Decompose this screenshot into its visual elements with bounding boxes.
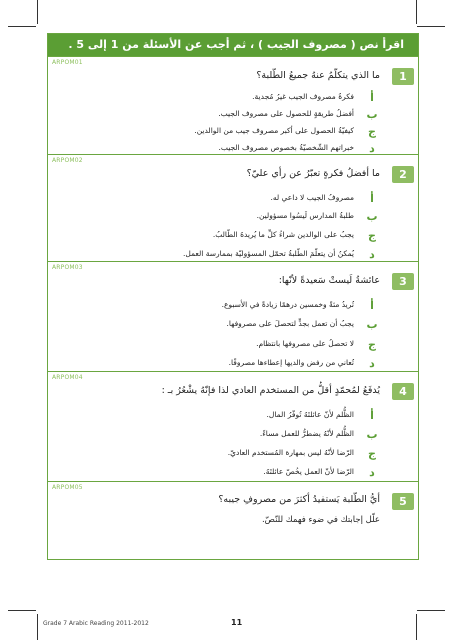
option-letter: د <box>369 357 375 370</box>
question-code: ARPOM05 <box>52 484 83 491</box>
option-letter: ج <box>368 447 376 460</box>
option-a[interactable] <box>252 86 380 104</box>
question-number: 1 <box>392 68 414 85</box>
option-letter: ب <box>366 108 378 121</box>
option-text: مصروفُ الجيب لا داعي له. <box>270 193 354 202</box>
instruction-banner <box>48 34 418 57</box>
option-text: تُريدُ مئةً وخمسين درهمًا زيادةً في الأسبوع. <box>221 300 354 309</box>
page-number: 11 <box>231 618 243 627</box>
question-number: 3 <box>392 273 414 290</box>
crop-mark-bottom-right-v <box>416 614 417 640</box>
course-label: Grade 7 Arabic Reading 2011-2012 <box>43 620 149 627</box>
option-a[interactable] <box>221 294 380 312</box>
question-subtext: علّل إجابتك في ضوء فهمك للنّصّ. <box>261 515 380 525</box>
question-number: 4 <box>392 383 414 400</box>
question-text: ما أفضلُ فكرةٍ تعبّرُ عن رأي عليّ؟ <box>246 168 380 179</box>
question-sheet <box>47 33 419 560</box>
option-text: يُمكنُ أن يتعلّمَ الطّلبةُ تحمّل المسؤوليّة بممارسة العمل. <box>182 249 354 258</box>
option-b[interactable] <box>259 423 380 441</box>
option-letter: د <box>369 142 375 155</box>
crop-mark-bottom-right-h <box>417 610 445 611</box>
option-letter: أ <box>370 299 374 312</box>
question-number: 5 <box>392 493 414 510</box>
option-b[interactable] <box>256 205 380 223</box>
question-block-4 <box>48 372 418 482</box>
option-text: فكرةُ مصروف الجيب غيرُ مُجدية. <box>252 92 354 101</box>
question-text: ما الذي يتكلّمُ عنهُ جميعُ الطّلبة؟ <box>256 70 380 81</box>
question-text: يُدفَعُ لمُحمّدٍ أقلُّ من المستخدم العادي لذا فإنّهُ يشْعُرُ بـ : <box>161 385 380 396</box>
crop-mark-bottom-left-h <box>8 610 36 611</box>
crop-mark-top-right-v <box>416 0 417 24</box>
option-c[interactable] <box>212 224 380 242</box>
question-code: ARPOM04 <box>52 374 83 381</box>
option-letter: أ <box>370 409 374 422</box>
option-letter: ج <box>368 338 376 351</box>
option-text: خبراتهم الشّخصيّةُ بخصوص مصروف الجيب. <box>218 143 354 152</box>
option-letter: ج <box>368 229 376 242</box>
crop-mark-bottom-left-v <box>37 614 38 640</box>
question-code: ARPOM02 <box>52 157 83 164</box>
option-letter: ب <box>366 210 378 223</box>
option-d[interactable] <box>218 137 380 155</box>
option-text: طلبةُ المدارس لَيسُوا مسؤولين. <box>256 211 354 220</box>
option-text: يجبُ على الوالدين شراءُ كلِّ ما يُريدهُ الطّالبُ. <box>212 230 354 239</box>
question-text: عائشةُ لَيستْ سَعيدةً لأنّها: <box>278 275 380 286</box>
option-d[interactable] <box>263 461 380 479</box>
option-letter: د <box>369 248 375 261</box>
option-letter: ج <box>368 125 376 138</box>
option-letter: ب <box>366 318 378 331</box>
question-text: أيُّ الطّلبة يَستفيدُ أكثرَ من مصروفِ جيبه؟ <box>218 494 380 505</box>
option-text: الرّضا لأنّهُ ليس بمهارة المُستخدم العاديّ. <box>227 448 354 457</box>
option-letter: أ <box>370 91 374 104</box>
instruction-text: اقرأ نص ( مصروف الجيب ) ، ثم أجب عن الأسئلة من 1 إلى 5 . <box>68 38 404 51</box>
option-a[interactable] <box>266 404 380 422</box>
crop-mark-top-left-h <box>8 26 36 27</box>
option-text: تُعاني من رفض والديها إعطاءها مصروفًا. <box>228 358 354 367</box>
crop-mark-top-left-v <box>37 0 38 24</box>
option-c[interactable] <box>194 120 380 138</box>
option-text: أفضلُ طريقةٍ للحصول على مصروف الجيب. <box>218 109 354 118</box>
option-d[interactable] <box>182 243 380 261</box>
option-letter: أ <box>370 192 374 205</box>
option-c[interactable] <box>256 333 380 351</box>
option-text: الظُّلم لأنّهُ يضطرُّ للعمل مساءً. <box>259 429 354 438</box>
option-letter: د <box>369 466 375 479</box>
option-text: يجبُ أن تعمل بجدٍّ لتحصلَ على مصروفها. <box>226 319 354 328</box>
option-b[interactable] <box>226 313 380 331</box>
question-block-2 <box>48 155 418 262</box>
option-text: الظُّلم لأنّ عائلتَهُ تُوفّرُ المال. <box>266 410 354 419</box>
question-block-3 <box>48 262 418 372</box>
question-code: ARPOM03 <box>52 264 83 271</box>
option-d[interactable] <box>228 352 380 370</box>
question-code: ARPOM01 <box>52 59 83 66</box>
question-block-1 <box>48 57 418 155</box>
option-text: كيفيّةُ الحصول على أكبر مصروف جيب من الوالدين. <box>194 126 354 135</box>
option-b[interactable] <box>218 103 380 121</box>
option-c[interactable] <box>227 442 380 460</box>
question-block-5 <box>48 482 418 557</box>
crop-mark-top-right-h <box>417 26 445 27</box>
question-number: 2 <box>392 166 414 183</box>
option-a[interactable] <box>270 187 380 205</box>
option-text: الرّضا لأنّ العمل يخُصّ عائلتَهُ. <box>263 467 354 476</box>
option-text: لا تحصلُ على مصروفها بانتظام. <box>256 339 354 348</box>
option-letter: ب <box>366 428 378 441</box>
